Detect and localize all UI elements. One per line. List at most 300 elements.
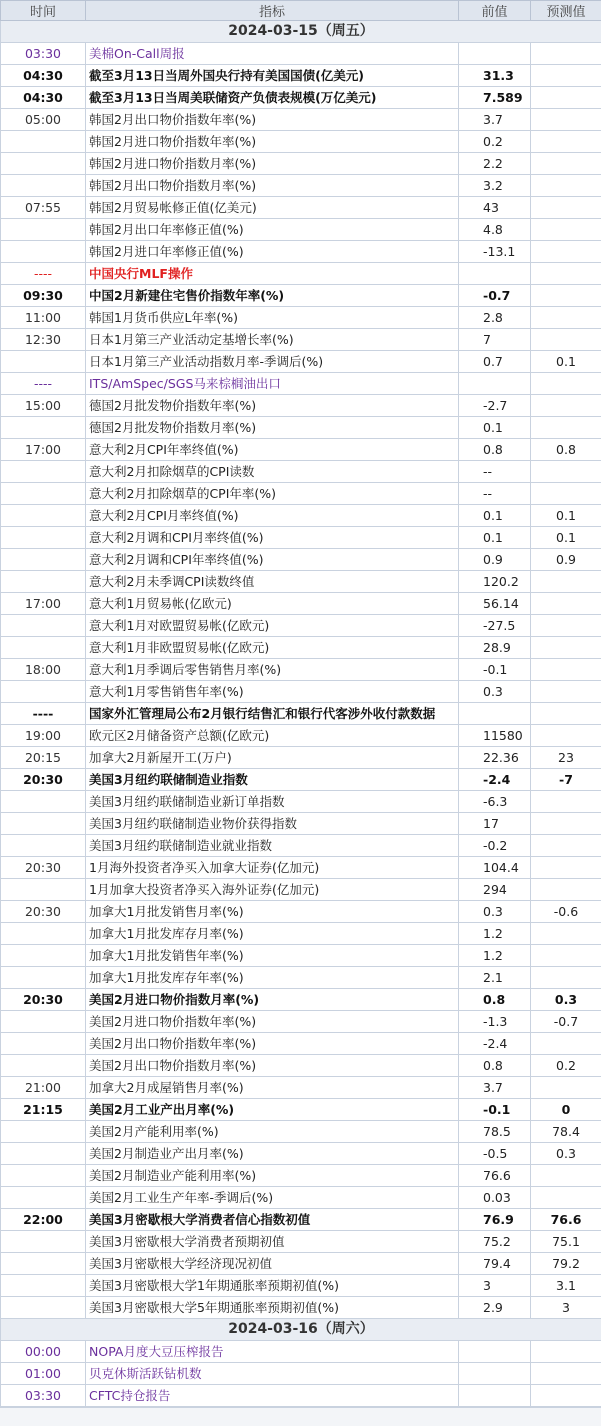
event-forecast [531, 87, 601, 109]
event-time: 11:00 [1, 307, 86, 329]
event-row[interactable] [1, 681, 601, 703]
event-row[interactable] [1, 703, 601, 725]
event-name: 中国央行MLF操作 [86, 263, 459, 285]
event-forecast: -7 [531, 769, 601, 791]
event-previous: 11580 [459, 725, 531, 747]
event-row[interactable] [1, 967, 601, 989]
event-forecast: -0.6 [531, 901, 601, 923]
event-time [1, 835, 86, 857]
event-forecast [531, 417, 601, 439]
event-name: 美国2月制造业产能利用率(%) [86, 1165, 459, 1187]
event-previous: 2.8 [459, 307, 531, 329]
event-time: 20:30 [1, 857, 86, 879]
event-name: 截至3月13日当周外国央行持有美国国债(亿美元) [86, 65, 459, 87]
event-forecast [531, 1165, 601, 1187]
event-time: 15:00 [1, 395, 86, 417]
event-name: NOPA月度大豆压榨报告 [86, 1341, 459, 1363]
event-row[interactable] [1, 351, 601, 373]
event-time: 03:30 [1, 43, 86, 65]
event-row[interactable] [1, 65, 601, 87]
event-forecast: 75.1 [531, 1231, 601, 1253]
event-row[interactable] [1, 175, 601, 197]
event-forecast: 0.3 [531, 989, 601, 1011]
event-previous: -6.3 [459, 791, 531, 813]
event-previous: 31.3 [459, 65, 531, 87]
event-forecast [531, 307, 601, 329]
event-name: 意大利2月未季调CPI读数终值 [86, 571, 459, 593]
event-forecast [531, 1187, 601, 1209]
event-name: 美国3月密歇根大学消费者信心指数初值 [86, 1209, 459, 1231]
event-name: 美国2月出口物价指数月率(%) [86, 1055, 459, 1077]
event-row[interactable] [1, 1033, 601, 1055]
event-row[interactable] [1, 1143, 601, 1165]
event-name: CFTC持仓报告 [86, 1385, 459, 1407]
event-name: 1月海外投资者净买入加拿大证券(亿加元) [86, 857, 459, 879]
event-row[interactable] [1, 87, 601, 109]
event-previous: 17 [459, 813, 531, 835]
event-time: 03:30 [1, 1385, 86, 1407]
event-name: 意大利1月贸易帐(亿欧元) [86, 593, 459, 615]
event-forecast [531, 461, 601, 483]
event-forecast: 79.2 [531, 1253, 601, 1275]
event-forecast: 3 [531, 1297, 601, 1319]
event-row[interactable] [1, 1099, 601, 1121]
event-row[interactable] [1, 747, 601, 769]
event-previous: 56.14 [459, 593, 531, 615]
event-row[interactable] [1, 43, 601, 65]
event-time [1, 241, 86, 263]
event-previous: -0.7 [459, 285, 531, 307]
event-time [1, 153, 86, 175]
event-previous: 76.6 [459, 1165, 531, 1187]
event-previous: 7.589 [459, 87, 531, 109]
event-previous: -- [459, 483, 531, 505]
event-name: 美国3月纽约联储制造业物价获得指数 [86, 813, 459, 835]
event-forecast: 0.8 [531, 439, 601, 461]
event-row[interactable] [1, 1275, 601, 1297]
event-time [1, 1121, 86, 1143]
event-name: 意大利2月调和CPI月率终值(%) [86, 527, 459, 549]
event-row[interactable] [1, 945, 601, 967]
event-name: 加拿大2月新屋开工(万户) [86, 747, 459, 769]
event-row[interactable] [1, 571, 601, 593]
event-name: 美国3月纽约联储制造业新订单指数 [86, 791, 459, 813]
event-name: 韩国2月贸易帐修正值(亿美元) [86, 197, 459, 219]
event-previous: 0.1 [459, 417, 531, 439]
event-time: 04:30 [1, 87, 86, 109]
event-time [1, 1165, 86, 1187]
event-row[interactable] [1, 109, 601, 131]
event-row[interactable] [1, 879, 601, 901]
event-name: 意大利1月对欧盟贸易帐(亿欧元) [86, 615, 459, 637]
event-row[interactable] [1, 1187, 601, 1209]
event-row[interactable] [1, 659, 601, 681]
event-forecast: 0 [531, 1099, 601, 1121]
event-name: 国家外汇管理局公布2月银行结售汇和银行代客涉外收付款数据 [86, 703, 459, 725]
event-previous: -27.5 [459, 615, 531, 637]
event-previous: 7 [459, 329, 531, 351]
event-forecast [531, 923, 601, 945]
event-previous: 0.8 [459, 1055, 531, 1077]
event-name: 韩国2月出口物价指数月率(%) [86, 175, 459, 197]
event-row[interactable] [1, 615, 601, 637]
event-time: ---- [1, 703, 86, 725]
event-time [1, 1231, 86, 1253]
event-time [1, 1011, 86, 1033]
event-row[interactable] [1, 857, 601, 879]
event-time [1, 637, 86, 659]
event-time [1, 1275, 86, 1297]
event-name: 贝克休斯活跃钻机数 [86, 1363, 459, 1385]
event-name: 美国2月进口物价指数年率(%) [86, 1011, 459, 1033]
event-row[interactable] [1, 1121, 601, 1143]
event-previous: 0.7 [459, 351, 531, 373]
event-previous: -2.7 [459, 395, 531, 417]
event-forecast: 23 [531, 747, 601, 769]
event-row[interactable] [1, 1011, 601, 1033]
event-previous: -2.4 [459, 769, 531, 791]
event-row[interactable] [1, 637, 601, 659]
event-forecast: 0.9 [531, 549, 601, 571]
event-time: 21:15 [1, 1099, 86, 1121]
event-forecast: 0.1 [531, 351, 601, 373]
event-forecast [531, 175, 601, 197]
event-time: 21:00 [1, 1077, 86, 1099]
date-row [1, 21, 601, 43]
event-name: 意大利2月扣除烟草的CPI读数 [86, 461, 459, 483]
event-time [1, 527, 86, 549]
event-previous: -13.1 [459, 241, 531, 263]
date-label: 2024-03-16（周六） [1, 1319, 601, 1341]
event-row[interactable] [1, 395, 601, 417]
event-row[interactable] [1, 1231, 601, 1253]
event-row[interactable] [1, 989, 601, 1011]
event-time [1, 483, 86, 505]
event-forecast [531, 813, 601, 835]
event-time [1, 131, 86, 153]
event-row[interactable] [1, 1297, 601, 1319]
event-forecast [531, 65, 601, 87]
event-previous: 43 [459, 197, 531, 219]
event-forecast [531, 219, 601, 241]
event-name: 美棉On-Call周报 [86, 43, 459, 65]
event-name: 1月加拿大投资者净买入海外证券(亿加元) [86, 879, 459, 901]
event-name: 韩国2月出口物价指数年率(%) [86, 109, 459, 131]
event-time: 19:00 [1, 725, 86, 747]
event-row[interactable] [1, 131, 601, 153]
event-name: 意大利1月非欧盟贸易帐(亿欧元) [86, 637, 459, 659]
event-time [1, 681, 86, 703]
event-time [1, 1253, 86, 1275]
event-name: 意大利2月扣除烟草的CPI年率(%) [86, 483, 459, 505]
event-previous: -0.5 [459, 1143, 531, 1165]
event-forecast [531, 593, 601, 615]
event-forecast: 76.6 [531, 1209, 601, 1231]
event-previous [459, 373, 531, 395]
event-previous: 22.36 [459, 747, 531, 769]
event-previous: 28.9 [459, 637, 531, 659]
event-name: 美国2月工业产出月率(%) [86, 1099, 459, 1121]
event-row[interactable] [1, 483, 601, 505]
event-forecast [531, 1363, 601, 1385]
event-time [1, 615, 86, 637]
event-forecast [531, 637, 601, 659]
event-previous: 1.2 [459, 945, 531, 967]
event-previous: 0.1 [459, 505, 531, 527]
event-previous: -1.3 [459, 1011, 531, 1033]
event-time: 09:30 [1, 285, 86, 307]
header-forecast[interactable]: 预测值 [531, 1, 601, 21]
event-forecast [531, 1385, 601, 1407]
event-forecast [531, 835, 601, 857]
event-name: 日本1月第三产业活动指数月率-季调后(%) [86, 351, 459, 373]
event-time: 00:00 [1, 1341, 86, 1363]
event-row[interactable] [1, 241, 601, 263]
event-previous: 3 [459, 1275, 531, 1297]
event-row[interactable] [1, 219, 601, 241]
event-row[interactable] [1, 1209, 601, 1231]
event-row[interactable] [1, 1341, 601, 1363]
event-row[interactable] [1, 1165, 601, 1187]
event-forecast: 0.3 [531, 1143, 601, 1165]
event-forecast [531, 241, 601, 263]
event-time [1, 1055, 86, 1077]
event-time [1, 219, 86, 241]
event-time: 01:00 [1, 1363, 86, 1385]
event-forecast [531, 109, 601, 131]
header-row [1, 1, 601, 21]
event-row[interactable] [1, 813, 601, 835]
event-forecast [531, 153, 601, 175]
event-previous: 3.2 [459, 175, 531, 197]
event-row[interactable] [1, 439, 601, 461]
event-previous: 4.8 [459, 219, 531, 241]
event-row[interactable] [1, 725, 601, 747]
event-forecast [531, 725, 601, 747]
event-previous: 0.9 [459, 549, 531, 571]
event-name: 加拿大1月批发销售年率(%) [86, 945, 459, 967]
event-time: 05:00 [1, 109, 86, 131]
event-time: ---- [1, 373, 86, 395]
event-forecast: 0.2 [531, 1055, 601, 1077]
event-time [1, 549, 86, 571]
event-name: 美国2月产能利用率(%) [86, 1121, 459, 1143]
event-name: 美国2月制造业产出月率(%) [86, 1143, 459, 1165]
header-indicator[interactable]: 指标 [86, 1, 459, 21]
event-forecast [531, 373, 601, 395]
calendar-body [1, 21, 601, 1407]
event-row[interactable] [1, 329, 601, 351]
event-time: 20:30 [1, 769, 86, 791]
event-row[interactable] [1, 791, 601, 813]
event-name: 美国3月密歇根大学1年期通胀率预期初值(%) [86, 1275, 459, 1297]
event-previous: 3.7 [459, 1077, 531, 1099]
event-previous: 0.1 [459, 527, 531, 549]
event-name: 意大利2月CPI月率终值(%) [86, 505, 459, 527]
event-time [1, 813, 86, 835]
event-previous: -0.1 [459, 1099, 531, 1121]
event-name: 意大利2月CPI年率终值(%) [86, 439, 459, 461]
event-previous: 2.9 [459, 1297, 531, 1319]
event-row[interactable] [1, 461, 601, 483]
event-time [1, 1297, 86, 1319]
event-time [1, 571, 86, 593]
event-forecast [531, 967, 601, 989]
event-name: 韩国1月货币供应L年率(%) [86, 307, 459, 329]
event-row[interactable] [1, 1055, 601, 1077]
event-row[interactable] [1, 1253, 601, 1275]
event-row[interactable] [1, 549, 601, 571]
event-row[interactable] [1, 1385, 601, 1407]
event-forecast [531, 483, 601, 505]
event-time [1, 1187, 86, 1209]
event-forecast [531, 571, 601, 593]
event-forecast [531, 263, 601, 285]
event-previous: 0.3 [459, 901, 531, 923]
header-time[interactable]: 时间 [1, 1, 86, 21]
event-previous [459, 1363, 531, 1385]
event-forecast [531, 879, 601, 901]
event-forecast [531, 681, 601, 703]
event-previous: -0.2 [459, 835, 531, 857]
event-previous: 1.2 [459, 923, 531, 945]
event-name: 德国2月批发物价指数月率(%) [86, 417, 459, 439]
event-name: 截至3月13日当周美联储资产负债表规模(万亿美元) [86, 87, 459, 109]
event-row[interactable] [1, 263, 601, 285]
event-name: 加拿大1月批发库存月率(%) [86, 923, 459, 945]
event-forecast [531, 395, 601, 417]
event-previous [459, 263, 531, 285]
event-time [1, 791, 86, 813]
event-name: 加拿大1月批发库存年率(%) [86, 967, 459, 989]
event-time [1, 923, 86, 945]
event-previous: 78.5 [459, 1121, 531, 1143]
event-name: 中国2月新建住宅售价指数年率(%) [86, 285, 459, 307]
event-time [1, 1033, 86, 1055]
event-row[interactable] [1, 505, 601, 527]
event-time: 04:30 [1, 65, 86, 87]
event-previous: 3.7 [459, 109, 531, 131]
event-time: 20:15 [1, 747, 86, 769]
event-name: 意大利1月季调后零售销售月率(%) [86, 659, 459, 681]
event-name: 加拿大1月批发销售月率(%) [86, 901, 459, 923]
event-previous: -2.4 [459, 1033, 531, 1055]
event-name: 美国3月密歇根大学消费者预期初值 [86, 1231, 459, 1253]
event-previous: 76.9 [459, 1209, 531, 1231]
event-time [1, 461, 86, 483]
event-name: 韩国2月进口物价指数月率(%) [86, 153, 459, 175]
event-previous: 294 [459, 879, 531, 901]
event-previous: 0.3 [459, 681, 531, 703]
date-label: 2024-03-15（周五） [1, 21, 601, 43]
event-previous: 2.1 [459, 967, 531, 989]
event-previous: 0.8 [459, 439, 531, 461]
event-row[interactable] [1, 835, 601, 857]
event-forecast: 0.1 [531, 527, 601, 549]
event-row[interactable] [1, 901, 601, 923]
event-row[interactable] [1, 153, 601, 175]
event-name: 日本1月第三产业活动定基增长率(%) [86, 329, 459, 351]
event-time: 20:30 [1, 989, 86, 1011]
event-name: ITS/AmSpec/SGS马来棕榈油出口 [86, 373, 459, 395]
event-previous: 104.4 [459, 857, 531, 879]
event-time: 20:30 [1, 901, 86, 923]
event-name: 欧元区2月储备资产总额(亿欧元) [86, 725, 459, 747]
event-forecast: 3.1 [531, 1275, 601, 1297]
event-forecast [531, 1341, 601, 1363]
event-time: 22:00 [1, 1209, 86, 1231]
event-previous: 0.8 [459, 989, 531, 1011]
event-forecast [531, 659, 601, 681]
event-name: 美国3月纽约联储制造业指数 [86, 769, 459, 791]
event-previous [459, 1341, 531, 1363]
event-previous: -0.1 [459, 659, 531, 681]
event-forecast: 78.4 [531, 1121, 601, 1143]
event-forecast [531, 857, 601, 879]
event-previous: 2.2 [459, 153, 531, 175]
event-row[interactable] [1, 1077, 601, 1099]
event-previous [459, 43, 531, 65]
event-row[interactable] [1, 527, 601, 549]
event-name: 韩国2月出口年率修正值(%) [86, 219, 459, 241]
date-row [1, 1319, 601, 1341]
event-row[interactable] [1, 197, 601, 219]
event-time: 17:00 [1, 593, 86, 615]
event-forecast [531, 791, 601, 813]
header-previous[interactable]: 前值 [459, 1, 531, 21]
event-row[interactable] [1, 285, 601, 307]
event-time: 07:55 [1, 197, 86, 219]
event-name: 美国2月出口物价指数年率(%) [86, 1033, 459, 1055]
event-row[interactable] [1, 593, 601, 615]
event-previous: 75.2 [459, 1231, 531, 1253]
event-time: 18:00 [1, 659, 86, 681]
event-time: ---- [1, 263, 86, 285]
event-previous: 120.2 [459, 571, 531, 593]
event-previous: -- [459, 461, 531, 483]
event-time [1, 175, 86, 197]
event-previous [459, 703, 531, 725]
event-time [1, 417, 86, 439]
event-previous: 0.03 [459, 1187, 531, 1209]
event-previous [459, 1385, 531, 1407]
event-name: 意大利2月调和CPI年率终值(%) [86, 549, 459, 571]
event-row[interactable] [1, 923, 601, 945]
event-time [1, 879, 86, 901]
table-bottom-filler [0, 1407, 601, 1426]
event-row[interactable] [1, 417, 601, 439]
event-name: 意大利1月零售销售年率(%) [86, 681, 459, 703]
event-previous: 79.4 [459, 1253, 531, 1275]
event-row[interactable] [1, 769, 601, 791]
event-forecast [531, 945, 601, 967]
event-name: 美国3月密歇根大学5年期通胀率预期初值(%) [86, 1297, 459, 1319]
event-forecast: 0.1 [531, 505, 601, 527]
event-name: 美国2月工业生产年率-季调后(%) [86, 1187, 459, 1209]
event-forecast [531, 615, 601, 637]
event-row[interactable] [1, 373, 601, 395]
event-forecast [531, 329, 601, 351]
event-name: 美国2月进口物价指数月率(%) [86, 989, 459, 1011]
event-forecast [531, 285, 601, 307]
event-time [1, 945, 86, 967]
event-row[interactable] [1, 307, 601, 329]
event-name: 韩国2月进口年率修正值(%) [86, 241, 459, 263]
event-previous: 0.2 [459, 131, 531, 153]
event-time [1, 351, 86, 373]
event-row[interactable] [1, 1363, 601, 1385]
event-forecast [531, 703, 601, 725]
